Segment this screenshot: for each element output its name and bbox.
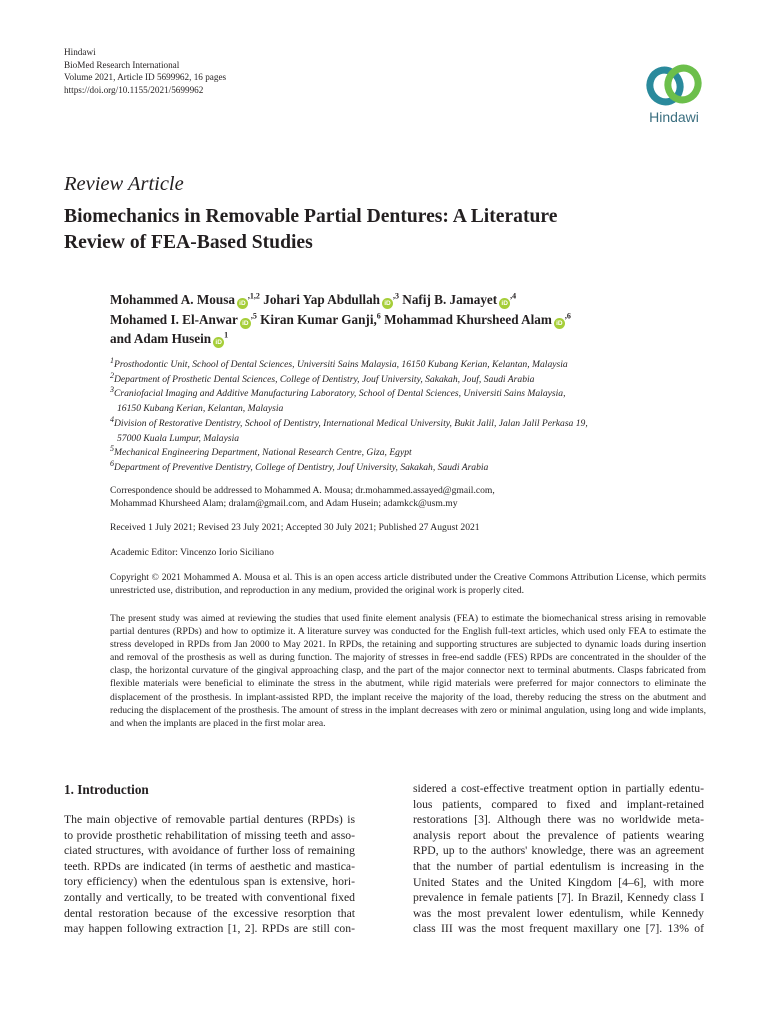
logo-text: Hindawi — [649, 109, 699, 125]
orcid-icon[interactable]: iD — [237, 298, 248, 309]
journal-volume: Volume 2021, Article ID 5699962, 16 pages — [64, 72, 227, 83]
text-line: dental restoration because of the excessive resorption that — [64, 906, 355, 920]
hindawi-logo — [636, 62, 712, 125]
journal-name: BioMed Research International — [64, 59, 180, 70]
text-line: The main objective of removable partial dentures (RPDs) is — [64, 813, 355, 826]
author-name: and Adam Husein — [110, 331, 212, 347]
text-line: sidered a cost-effective treatment option in partially edentu- — [413, 782, 704, 795]
text-line: ciated structures, with avoidance of further loss of remaining — [64, 844, 355, 858]
text-line: restorations [3]. Although there was no worldwide meta- — [413, 813, 704, 827]
text-line: teeth. RPDs are indicated (in terms of aesthetic and mastica- — [64, 859, 355, 873]
affiliation-cont: 16150 Kubang Kerian, Kelantan, Malaysia — [117, 403, 284, 415]
copyright-notice: Copyright © 2021 Mohammed A. Mousa et al. This is an open access article distributed under the Creative Commons Attribution License, which permits unrestricted use, distribution, and reproduction in any medium, provided the original work is properly cited. — [110, 572, 706, 597]
author-affil: 4 — [512, 291, 517, 301]
affiliation: $^1$Prosthodontic Unit, School of Dental Sciences, Universiti Sains Malaysia, 16150 Kubang Kerian, Kelantan, Malaysia — [110, 355, 568, 370]
abstract: The present study was aimed at reviewing the studies that used finite element analysis (FEA) to estimate the biomechanical stress arising in removable partial dentures (RPDs) and how to optimize it. A literature survey was conducted for the English full-text articles, which used only FEA to estimate the stress developed in RPDs from Jan 2000 to May 2021. In RPDs, the retaining and supporting structures are subjected to dynamic loads during insertion and removal of the prosthesis as well as during function. The majority of stresses in free-end saddle (FES) RPDs are concentrated in the shoulder of the clasp, the horizontal curvature of the gingival approaching clasp, and the part of the major connector next to terminal abutments. Clasps fabricated from flexible materials were beneficial to eliminate the stress in the abutment, while rigid materials were preferred for major connectors to eliminate the displacement of the prosthesis. In implant-assisted RPD, the implant receive the majority of the load, thereby reducing the stress on the abutment and reducing the displacement of the prosthesis. The amount of stress in the implant decreases with zero or minimal angulation, using long and wide implants, and when the implants are placed in the first molar area. — [110, 613, 706, 729]
affiliation: $^3$Craniofacial Imaging and Additive Manufacturing Laboratory, School of Dental Sciences, Universiti Sains Malaysia, — [110, 385, 566, 400]
text-line: prevalence in female patients [7]. In Brazil, Kennedy class I — [413, 891, 704, 905]
orcid-icon[interactable]: iD — [240, 318, 251, 329]
author-line: Mohammed A. Mousa $iD^{,1,2}$ Johari Yap Abdullah $iD^{,3}$ Nafij B. Jamayet $iD^{,4}$ — [110, 291, 517, 307]
title-line: Review of FEA-Based Studies — [64, 232, 313, 253]
text-line: to provide prosthetic rehabilitation of missing teeth and asso- — [64, 828, 355, 842]
text-line: may happen following extraction [1, 2]. RPDs are still con- — [64, 922, 355, 936]
author-name: Johari Yap Abdullah — [263, 292, 380, 307]
journal-doi[interactable]: https://doi.org/10.1155/2021/5699962 — [64, 84, 204, 95]
author-list — [110, 290, 710, 349]
orcid-icon[interactable]: iD — [499, 298, 510, 309]
correspondence: Correspondence should be addressed to Mohammed A. Mousa; dr.mohammed.assayed@gmail.com, Mohammad Khursheed Alam; dralam@gmail.com, and Adam Husein; adamkck@usm.my — [110, 485, 495, 510]
text-line: United States and the United Kingdom [4–6], with more — [413, 875, 704, 889]
paper-title — [64, 204, 704, 256]
text-line: zontally and vertically, to be treated with conventional fixed — [64, 890, 355, 904]
orcid-icon[interactable]: iD — [554, 318, 565, 329]
academic-editor: Academic Editor: Vincenzo Iorio Siciliano — [110, 547, 274, 558]
orcid-icon[interactable]: iD — [382, 298, 393, 309]
text-line: analysis report about the prevalence of patients wearing — [413, 828, 704, 842]
author-name: Kiran Kumar Ganji, — [260, 311, 377, 327]
journal-publisher: Hindawi — [64, 47, 96, 57]
author-line: Mohamed I. El-Anwar $iD^{,5}$ Kiran Kumar Ganji,$^6$ Mohammad Khursheed Alam $iD^{,6}$ — [110, 311, 571, 327]
affiliation: $^4$Division of Restorative Dentistry, School of Dentistry, International Medical University, Bukit Jalil, Jalan Jalil Perkasa 19, — [110, 414, 588, 429]
affiliation: $^5$Mechanical Engineering Department, National Research Centre, Giza, Egypt — [110, 444, 412, 459]
article-type: Review Article — [64, 173, 184, 195]
text-line: tory efficiency) when the edentulous span is extensive, hori- — [64, 875, 355, 889]
title-line: Biomechanics in Removable Partial Dentures: A Literature — [64, 206, 558, 227]
orcid-icon[interactable]: iD — [213, 337, 224, 348]
left-column — [64, 812, 355, 937]
text-line: lous patients, compared to fixed and implant-retained — [413, 797, 704, 811]
author-affil: 1,2 — [249, 291, 260, 301]
author-name: Mohamed I. El-Anwar — [110, 311, 238, 327]
journal-info — [64, 46, 226, 96]
author-line — [110, 329, 710, 349]
hindawi-rings-logo-icon — [643, 62, 705, 108]
affiliations — [110, 355, 730, 476]
affiliation-cont: 57000 Kuala Lumpur, Malaysia — [117, 432, 240, 444]
affiliation: $^2$Department of Prosthetic Dental Sciences, College of Dentistry, Jouf University, Sakakah, Jouf, Saudi Arabia — [110, 370, 535, 385]
text-line: was the most prevalent lower edentulism, while Kennedy — [413, 906, 704, 920]
author-affil: 5 — [252, 311, 257, 321]
article-dates: Received 1 July 2021; Revised 23 July 2021; Accepted 30 July 2021; Published 27 August 2021 — [110, 522, 480, 533]
section-heading: 1. Introduction — [64, 782, 149, 797]
author-affil: 3 — [395, 291, 399, 301]
text-line: class III was the most frequent maxillary one [7]. 13% of — [413, 922, 704, 936]
right-column — [413, 781, 704, 937]
text-line: RPD, up to the authors' knowledge, there was an agreement — [413, 844, 704, 858]
author-affil: 1 — [224, 330, 229, 340]
affiliation: $^6$Department of Preventive Dentistry, College of Dentistry, Jouf University, Sakakah, Saudi Arabia — [110, 458, 489, 473]
author-affil: 6 — [376, 311, 381, 321]
author-name: Mohammad Khursheed Alam — [384, 311, 552, 327]
author-affil: 6 — [566, 311, 571, 321]
author-name: Nafij B. Jamayet — [402, 292, 498, 307]
author-name: Mohammed A. Mousa — [110, 292, 235, 307]
text-line: that the number of partial edentulism is increasing in the — [413, 859, 704, 873]
